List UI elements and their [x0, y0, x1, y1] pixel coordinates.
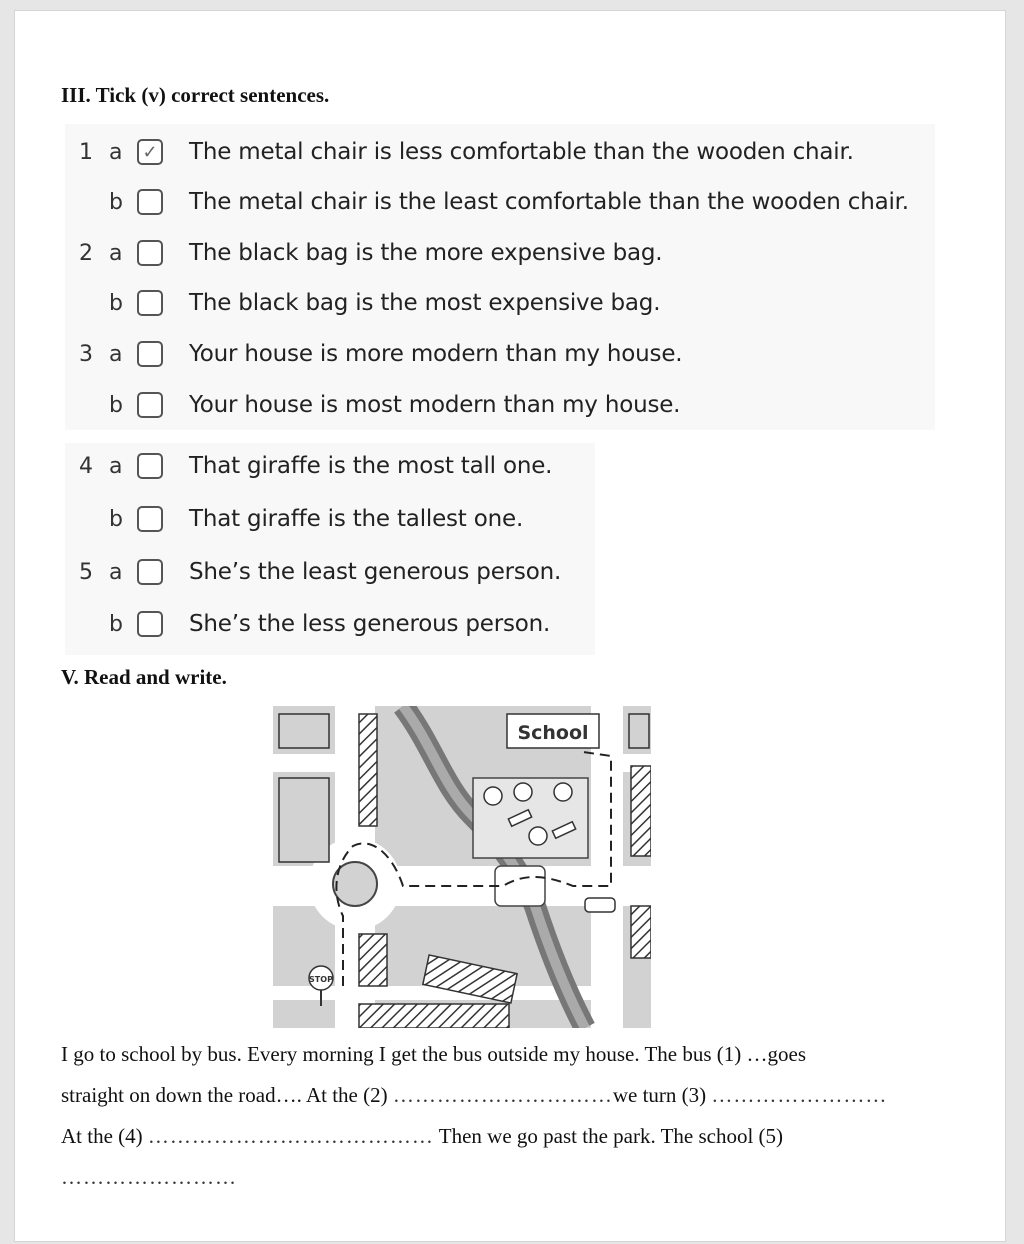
sentence-text: That giraffe is the most tall one. — [189, 453, 553, 479]
worksheet-page — [14, 10, 1006, 1242]
item-number: 5 — [79, 559, 93, 585]
route-map-image — [273, 706, 651, 1028]
sentence-text: That giraffe is the tallest one. — [189, 506, 524, 532]
school-label: School — [517, 722, 589, 744]
item-letter: a — [109, 341, 123, 367]
item-letter: b — [109, 189, 123, 215]
item-letter: b — [109, 611, 123, 637]
item-letter: b — [109, 392, 123, 418]
item-number: 2 — [79, 240, 93, 266]
sentence-text: The black bag is the most expensive bag. — [189, 290, 661, 316]
checkbox[interactable] — [137, 611, 163, 637]
item-number: 3 — [79, 341, 93, 367]
item-letter: a — [109, 240, 123, 266]
checkbox[interactable] — [137, 559, 163, 585]
item-number: 1 — [79, 139, 93, 165]
item-number: 4 — [79, 453, 93, 479]
sentence-text: She’s the less generous person. — [189, 611, 551, 637]
checkbox[interactable] — [137, 290, 163, 316]
item-letter: a — [109, 139, 123, 165]
line3-text-b: Then we go past the park. The school (5) — [438, 1124, 784, 1148]
paragraph-line-2 — [61, 1083, 931, 1108]
paragraph-line-4 — [61, 1165, 931, 1190]
checkbox-checked[interactable]: ✓ — [137, 139, 163, 165]
answer-blank-5[interactable]: …………………… — [61, 1165, 237, 1189]
item-letter: b — [109, 290, 123, 316]
sentence-text: Your house is most modern than my house. — [189, 392, 681, 418]
answer-blank-3[interactable]: …………………… — [711, 1083, 888, 1107]
exercise-block-2 — [65, 443, 595, 655]
checkbox[interactable] — [137, 392, 163, 418]
stop-sign-label: STOP — [309, 975, 333, 984]
sentence-text: The metal chair is less comfortable than the wooden chair. — [189, 139, 854, 165]
sentence-text: The metal chair is the least comfortable than the wooden chair. — [189, 189, 909, 215]
checkbox[interactable] — [137, 189, 163, 215]
checkbox[interactable] — [137, 453, 163, 479]
exercise-block-1 — [65, 124, 935, 430]
sentence-text: Your house is more modern than my house. — [189, 341, 683, 367]
line2-text-b: we turn (3) — [612, 1083, 707, 1107]
section-3-title: III. Tick (v) correct sentences. — [61, 83, 330, 107]
line3-text-a: At the (4) — [61, 1124, 143, 1148]
line2-text-a: straight on down the road…. At the (2) — [61, 1083, 388, 1107]
answer-blank-4[interactable]: ………………………………… — [147, 1124, 434, 1148]
item-letter: a — [109, 559, 123, 585]
route-map — [273, 706, 651, 1028]
answer-blank-2[interactable]: ………………………… — [392, 1083, 613, 1107]
paragraph-line-3 — [61, 1124, 931, 1149]
checkbox[interactable] — [137, 240, 163, 266]
checkbox[interactable] — [137, 506, 163, 532]
item-letter: a — [109, 453, 123, 479]
sentence-text: The black bag is the more expensive bag. — [189, 240, 663, 266]
checkbox[interactable] — [137, 341, 163, 367]
section-5-title: V. Read and write. — [61, 665, 227, 689]
sentence-text: She’s the least generous person. — [189, 559, 562, 585]
paragraph-line-1: I go to school by bus. Every morning I get the bus outside my house. The bus (1) …goes — [61, 1042, 807, 1066]
item-letter: b — [109, 506, 123, 532]
